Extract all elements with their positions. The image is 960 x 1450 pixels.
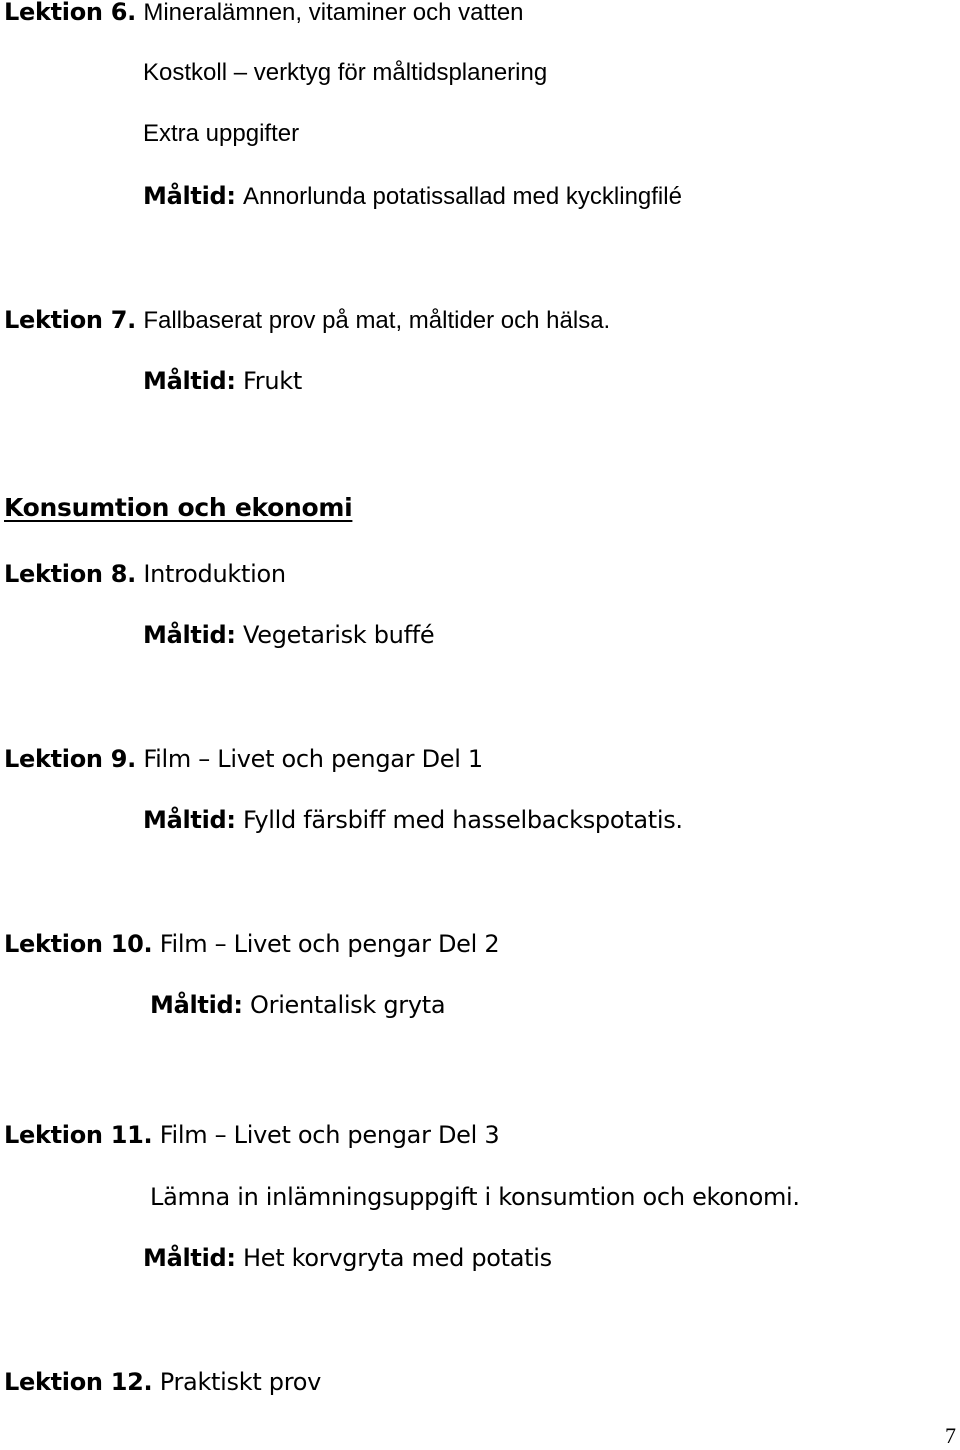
lesson-9-meal-label: Måltid: bbox=[143, 806, 236, 834]
lesson-10-meal: Orientalisk gryta bbox=[250, 991, 446, 1019]
lesson-9-label: Lektion 9. bbox=[4, 745, 136, 773]
lesson-6-sub2: Extra uppgifter bbox=[143, 120, 300, 147]
lesson-8-title: Introduktion bbox=[143, 560, 286, 588]
lesson-9-meal: Fylld färsbiff med hasselbackspotatis. bbox=[243, 806, 683, 834]
lesson-6-meal-row bbox=[143, 181, 682, 212]
lesson-7-meal-label: Måltid: bbox=[143, 367, 236, 395]
lesson-6-label: Lektion 6. bbox=[4, 0, 136, 26]
lesson-11-meal-row bbox=[143, 1243, 552, 1273]
lesson-10-meal-label: Måltid: bbox=[150, 991, 243, 1019]
lesson-6-row bbox=[4, 0, 524, 28]
page-number: 7 bbox=[945, 1423, 956, 1448]
lesson-11-row bbox=[4, 1120, 499, 1150]
lesson-10-label: Lektion 10. bbox=[4, 930, 153, 958]
lesson-7-meal: Frukt bbox=[243, 367, 302, 395]
lesson-7-label: Lektion 7. bbox=[4, 306, 136, 334]
lesson-7-meal-row bbox=[143, 366, 302, 396]
lesson-6-title: Mineralämnen, vitaminer och vatten bbox=[143, 0, 524, 26]
lesson-7-title: Fallbaserat prov på mat, måltider och hälsa. bbox=[143, 307, 611, 334]
lesson-12-row bbox=[4, 1367, 321, 1397]
lesson-6-meal: Annorlunda potatissallad med kycklingfilé bbox=[243, 183, 682, 210]
lesson-9-row bbox=[4, 744, 483, 774]
section-heading: Konsumtion och ekonomi bbox=[4, 493, 353, 522]
lesson-11-title: Film – Livet och pengar Del 3 bbox=[159, 1121, 500, 1149]
lesson-7-row bbox=[4, 305, 610, 336]
lesson-9-meal-row bbox=[143, 805, 683, 835]
lesson-10-title: Film – Livet och pengar Del 2 bbox=[159, 930, 500, 958]
lesson-11-label: Lektion 11. bbox=[4, 1121, 153, 1149]
lesson-8-meal-label: Måltid: bbox=[143, 621, 236, 649]
lesson-8-meal: Vegetarisk buffé bbox=[243, 621, 435, 649]
lesson-11-meal: Het korvgryta med potatis bbox=[243, 1244, 552, 1272]
lesson-8-label: Lektion 8. bbox=[4, 560, 136, 588]
lesson-6-meal-label: Måltid: bbox=[143, 182, 236, 210]
lesson-12-label: Lektion 12. bbox=[4, 1368, 153, 1396]
lesson-6-sub1: Kostkoll – verktyg för måltidsplanering bbox=[143, 59, 548, 86]
lesson-10-meal-row bbox=[150, 990, 445, 1020]
lesson-12-title: Praktiskt prov bbox=[159, 1368, 322, 1396]
lesson-11-task: Lämna in inlämningsuppgift i konsumtion och ekonomi. bbox=[150, 1183, 800, 1211]
lesson-9-title: Film – Livet och pengar Del 1 bbox=[143, 745, 483, 773]
lesson-8-row bbox=[4, 559, 286, 589]
lesson-10-row bbox=[4, 929, 499, 959]
lesson-11-meal-label: Måltid: bbox=[143, 1244, 236, 1272]
lesson-8-meal-row bbox=[143, 620, 434, 650]
